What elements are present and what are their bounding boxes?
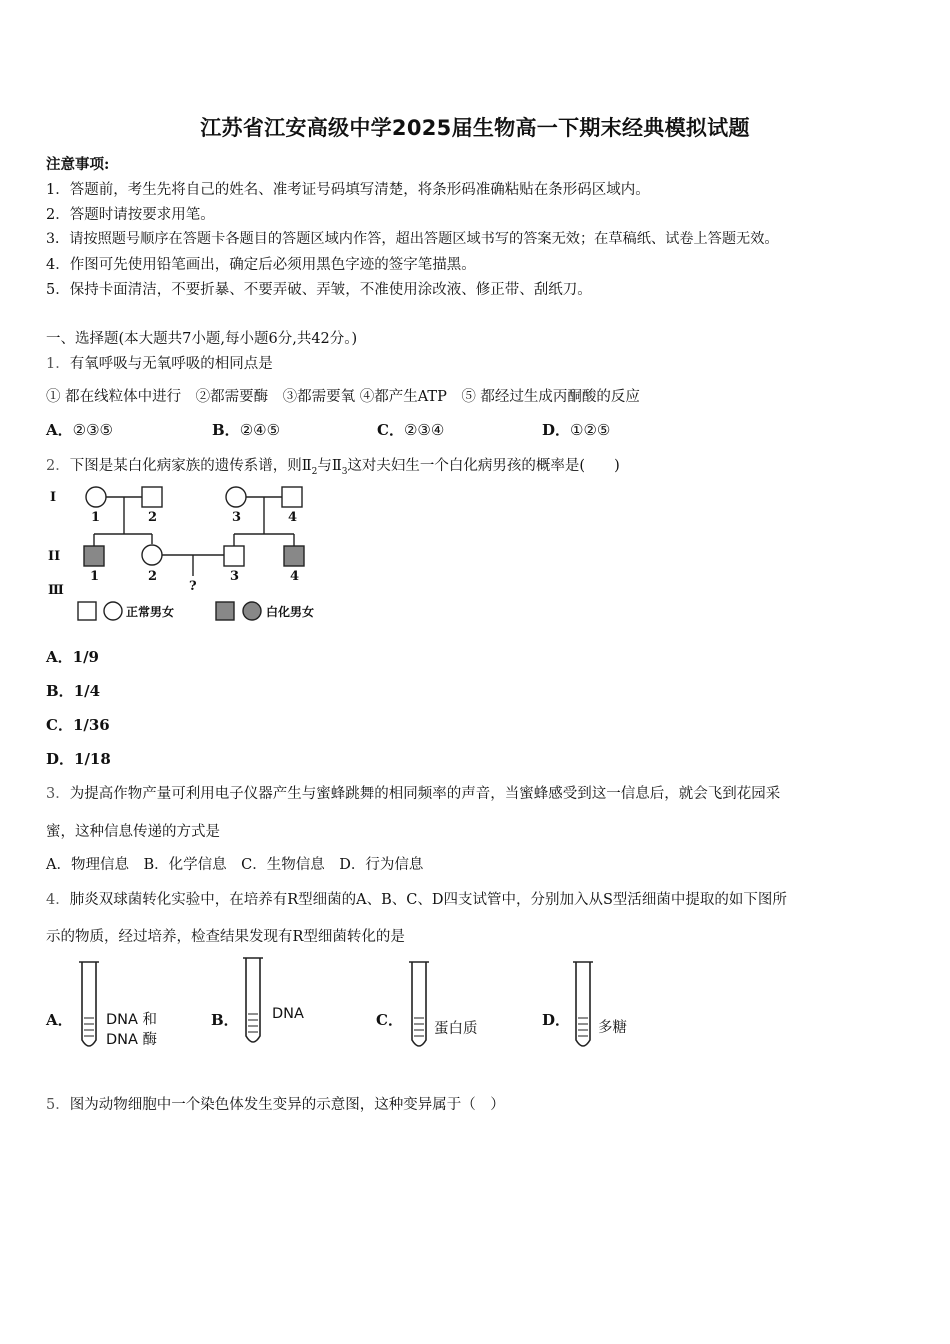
page-title: 江苏省江安高级中学2025届生物高一下期末经典模拟试题 <box>200 116 750 140</box>
question-1 <box>46 352 273 373</box>
legend-normal: 正常男女 <box>126 605 175 619</box>
legend-albino: 白化男女 <box>266 605 315 619</box>
test-tube-icon <box>240 956 266 1050</box>
test-tube-icon <box>570 960 596 1054</box>
svg-text:1: 1 <box>91 510 101 525</box>
q1-option-a[interactable]: A．②③⑤ <box>46 421 113 439</box>
question-5: 5．图为动物细胞中一个染色体发生变异的示意图，这种变异属于（ ） <box>46 1097 505 1113</box>
notice-item: 2．答题时请按要求用笔。 <box>46 207 215 223</box>
q4-option-d-label[interactable]: D． <box>542 1011 571 1029</box>
q2-option-b[interactable]: B．1/4 <box>46 682 101 700</box>
q3-options[interactable]: A．物理信息 B．化学信息 C．生物信息 D．行为信息 <box>46 857 424 873</box>
male-normal-symbol <box>142 487 162 507</box>
section-heading: 一、选择题(本大题共7小题,每小题6分,共42分。) <box>46 331 358 347</box>
svg-text:4: 4 <box>290 569 300 584</box>
question-number: 1． <box>46 356 70 372</box>
female-normal-symbol <box>86 487 106 507</box>
svg-text:3: 3 <box>232 510 242 525</box>
q1-statements: ① 都在线粒体中进行 ②都需要酶 ③都需要氧 ④都产生ATP ⑤ 都经过生成丙酮酸的反应 <box>46 389 640 405</box>
male-albino-symbol <box>84 546 104 566</box>
svg-text:2: 2 <box>148 569 158 584</box>
unknown-child: ? <box>189 579 197 594</box>
q4-tube-d-text: 多糖 <box>598 1020 627 1036</box>
svg-text:3: 3 <box>230 569 240 584</box>
question-4: 4．肺炎双球菌转化实验中，在培养有R型细菌的A、B、C、D四支试管中，分别加入从S型活细菌中提取的如下图所 <box>46 892 787 908</box>
q1-option-c[interactable]: C．②③④ <box>377 421 445 439</box>
test-tube-icon <box>76 960 102 1054</box>
question-stem: 有氧呼吸与无氧呼吸的相同点是 <box>69 356 273 372</box>
female-normal-symbol <box>226 487 246 507</box>
male-normal-symbol <box>282 487 302 507</box>
notice-item: 5．保持卡面清洁，不要折暴、不要弄破、弄皱，不准使用涂改液、修正带、刮纸刀。 <box>46 282 592 298</box>
female-normal-symbol <box>142 545 162 565</box>
svg-text:4: 4 <box>288 510 298 525</box>
q1-option-b[interactable]: B．②④⑤ <box>212 421 281 439</box>
question-2: 2．下图是某白化病家族的遗传系谱，则$Ⅱ_2$与$Ⅱ_3$这对夫妇生一个白化病男孩的概率是( ) <box>46 458 620 477</box>
q2-option-c[interactable]: C．1/36 <box>46 716 110 734</box>
gen-label: I <box>50 490 57 505</box>
q2-option-d[interactable]: D．1/18 <box>46 750 111 768</box>
q4-option-c-label[interactable]: C． <box>376 1011 403 1029</box>
svg-text:2: 2 <box>148 510 158 525</box>
gen-label: Ⅲ <box>48 583 64 598</box>
svg-text:1: 1 <box>90 569 100 584</box>
notice-item: 3．请按照题号顺序在答题卡各题目的答题区域内作答，超出答题区域书写的答案无效；在草稿纸、试卷上答题无效。 <box>46 231 779 247</box>
notice-item: 1．答题前，考生先将自己的姓名、准考证号码填写清楚，将条形码准确粘贴在条形码区域内。 <box>46 182 650 198</box>
q4-tube-b-text: DNA <box>272 1006 304 1022</box>
question-4-cont: 示的物质，经过培养，检查结果发现有R型细菌转化的是 <box>46 929 405 945</box>
question-3: 3．为提高作物产量可利用电子仪器产生与蜜蜂跳舞的相同频率的声音，当蜜蜂感受到这一信息后，就会飞到花园采 <box>46 786 781 802</box>
gen-label: II <box>48 549 61 564</box>
q1-option-d[interactable]: D．①②⑤ <box>542 421 611 439</box>
q4-tube-c-text: 蛋白质 <box>434 1021 478 1037</box>
pedigree-diagram <box>44 478 344 628</box>
q4-tube-a-text: DNA 和 DNA 酶 <box>106 1012 158 1048</box>
q2-option-a[interactable]: A．1/9 <box>46 648 99 666</box>
male-albino-symbol <box>284 546 304 566</box>
notice-heading: 注意事项: <box>46 156 110 173</box>
q4-option-b-label[interactable]: B． <box>211 1011 239 1029</box>
q4-option-a-label[interactable]: A． <box>46 1011 73 1029</box>
test-tube-icon <box>406 960 432 1054</box>
question-3-cont: 蜜，这种信息传递的方式是 <box>46 824 220 840</box>
notice-item: 4．作图可先使用铅笔画出，确定后必须用黑色字迹的签字笔描黑。 <box>46 257 476 273</box>
male-normal-symbol <box>224 546 244 566</box>
